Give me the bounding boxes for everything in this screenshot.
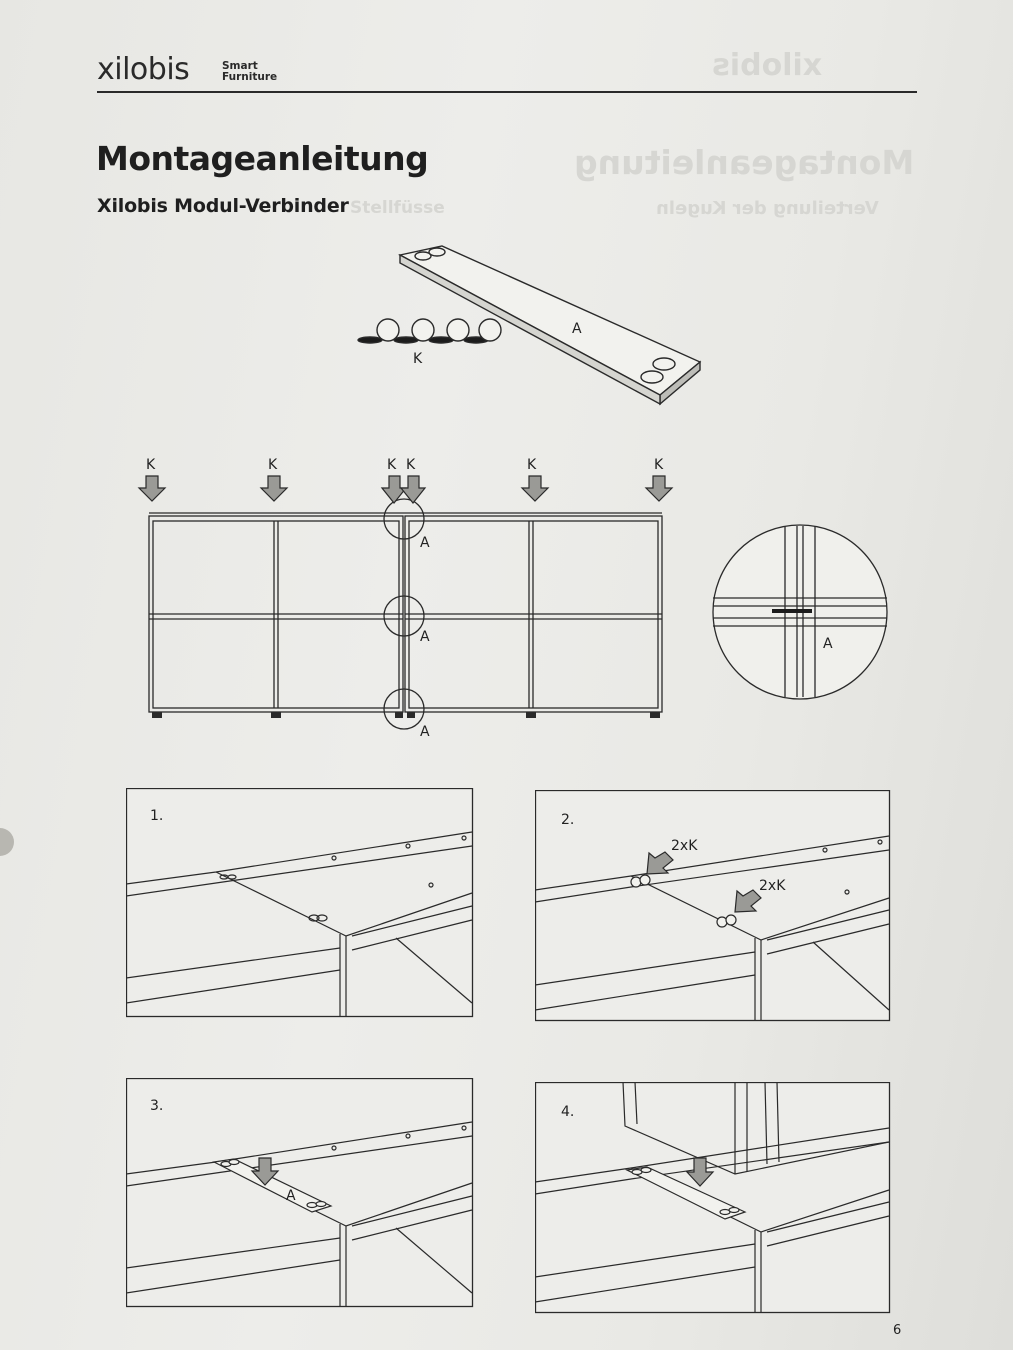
- ghost-subtitle: Verteilung der Kugeln: [656, 198, 879, 219]
- connector-label: A: [572, 321, 582, 337]
- step-4-number: 4.: [561, 1104, 575, 1120]
- brand-logo: xilobis: [97, 52, 190, 87]
- step-1-panel: [126, 788, 474, 1018]
- step-1-number: 1.: [150, 808, 164, 824]
- ghost-title: Montageanleitung: [574, 143, 915, 182]
- page-number: 6: [893, 1323, 902, 1338]
- detail-label: A: [823, 636, 833, 652]
- tagline-line-2: Furniture: [222, 71, 278, 83]
- ghost-brand: xilobis: [712, 48, 823, 83]
- header-rule: [97, 91, 917, 93]
- step-2-callout-1: 2xK: [671, 838, 698, 854]
- ball-set: [358, 319, 501, 343]
- overview-diagram: [130, 445, 900, 745]
- a-label-middle: A: [420, 629, 430, 645]
- k-marker-6: K: [654, 457, 664, 473]
- page-title: Montageanleitung: [96, 139, 429, 178]
- step-2-number: 2.: [561, 812, 575, 828]
- page-subtitle: Xilobis Modul-Verbinder: [97, 195, 349, 217]
- k-marker-4: K: [406, 457, 416, 473]
- k-marker-2: K: [268, 457, 278, 473]
- step-3-panel: [126, 1078, 474, 1308]
- k-marker-1: K: [146, 457, 156, 473]
- step-3-callout: A: [286, 1188, 296, 1204]
- ghost-subtitle-2: Stellfüsse: [350, 198, 445, 218]
- a-label-top: A: [420, 535, 430, 551]
- step-3-number: 3.: [150, 1098, 164, 1114]
- brand-tagline: [222, 61, 277, 83]
- ball-label: K: [413, 351, 423, 367]
- punch-hole: [0, 828, 14, 856]
- k-marker-3: K: [387, 457, 397, 473]
- tagline-line-1: Smart: [222, 60, 258, 72]
- k-marker-5: K: [527, 457, 537, 473]
- step-4-panel: [535, 1082, 891, 1314]
- a-label-bottom: A: [420, 724, 430, 740]
- detail-zoom: [713, 525, 887, 699]
- step-2-panel: [535, 790, 891, 1022]
- step-2-callout-2: 2xK: [759, 878, 786, 894]
- parts-illustration: [350, 240, 720, 410]
